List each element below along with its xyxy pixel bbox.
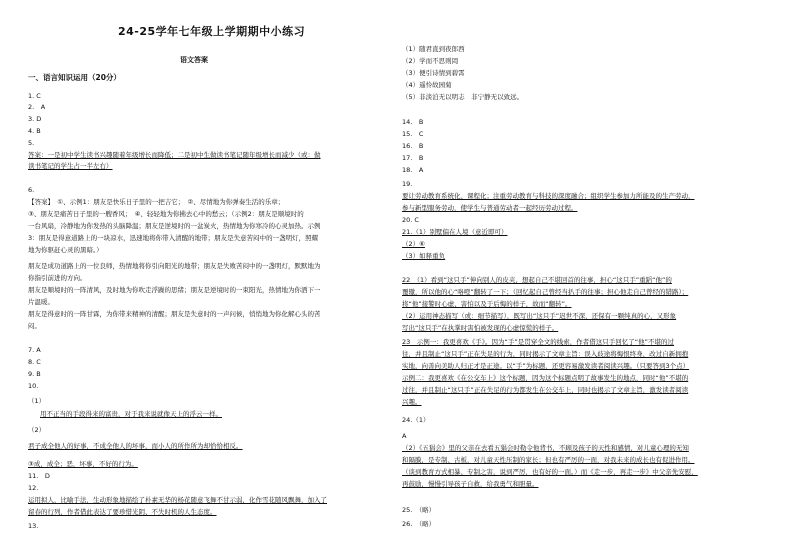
answer-12-label: 12. bbox=[28, 484, 39, 492]
answer-23-line: 往，并且制止“这只手”正在失足的行为，同时揭示了文章主旨：误入歧途将悔恨终身，改过自新拥抱 bbox=[402, 350, 689, 358]
answer-23-line: 过往，并且制止“这只手”正在失足的行为都发生在公交车上，同时也揭示了文章主旨，激发读者阅读 bbox=[402, 386, 689, 394]
answer-19-line: 参与新型服务劳动，使学生与普通劳动者一起经历劳动过程。 bbox=[402, 204, 578, 212]
answer-10-2-text: 君子成全他人的好事，不成全他人的坏事，而小人的所作所为却恰恰相反。 bbox=[28, 442, 243, 450]
answer-6-line: 闷。 bbox=[28, 322, 41, 330]
answer-6-line: 朋友是成功道路上的一位良师，热情地将你引向阳光的地带；朋友是失败苦闷中的一盏明灯，默默地为 bbox=[28, 262, 321, 270]
document-title: 24-25学年七年级上学期期中小练习 bbox=[118, 25, 306, 38]
answer-6-line: 地为你驱赶心灵的黑暗。） bbox=[28, 246, 103, 254]
answer-6-label: 6. bbox=[28, 186, 35, 194]
answer-11: 11. D bbox=[28, 472, 50, 480]
answer-24-1: A bbox=[402, 432, 407, 440]
answer-6-line: 3：朋友是得意道路上的一块凉水，迅速地将你带入清醒的地带；朋友是失意苦闷中的一盏明灯，照耀 bbox=[28, 234, 319, 242]
answer-17: 17. B bbox=[402, 154, 424, 162]
answer-19-line: 要让劳动教育系统化、课程化；注重劳动教育与科技的深度融合；组织学生参加力所能及的生产劳动， bbox=[402, 192, 695, 200]
answer-24-2-line: （2）《五猖会》里的父亲在去看五猖会时勒令他背书，不顾及孩子的天性和感情，对儿童心理的无知 bbox=[402, 444, 689, 452]
answer-6-line: 你指引前进的方向。 bbox=[28, 274, 87, 282]
answer-22-line: （2）运用神态描写（或：细节描写），既写出“这只手”迟世不深，还保有一颗纯真的心，又形象 bbox=[402, 312, 677, 320]
answer-6-line: 片温暖。 bbox=[28, 298, 54, 306]
answer-8: 8. C bbox=[28, 358, 41, 366]
answer-6-line: 朋友是得意时的一阵甘霖，为你带来精神的清醒；朋友是失意时的一声问候，悄悄地为你化解心头的苦 bbox=[28, 310, 321, 318]
answer-21-3: （3）如释重负 bbox=[402, 252, 446, 260]
answer-14: 14. B bbox=[402, 118, 424, 126]
answer-5-line: 答案：一是初中学生读书兴趣随着年级增长而降低；二是初中生做读书笔记随年级增长而减少（或：做 bbox=[28, 151, 321, 159]
answer-12-line: 留春的行列，作者借此表达了要珍惜光阴、不失时机的人生态度。 bbox=[28, 508, 217, 516]
answer-16: 16. B bbox=[402, 142, 424, 150]
right-column bbox=[402, 0, 774, 560]
answer-3: 3. D bbox=[28, 115, 42, 123]
left-column bbox=[28, 0, 384, 560]
answer-15: 15. C bbox=[402, 130, 424, 138]
answer-2: 2. A bbox=[28, 103, 46, 111]
answer-22-line: 将“他”接警时心虚、害怕以及于后悔的样子，故而“翻转”。 bbox=[402, 300, 572, 308]
answer-21-1: 21.（1）别墅偏在人境（意近即可） bbox=[402, 228, 508, 236]
recitation-3: （3）便引诗情到碧霄 bbox=[402, 69, 465, 77]
answer-10-label: 10. bbox=[28, 382, 39, 390]
recitation-4: （4）遥怜故园菊 bbox=[402, 81, 452, 89]
answer-6-line: 一台风扇，冷静地为你发热的头脑降温；朋友是逆境时的一盆炭火，热情地为你寒冷的心灵加热。示例 bbox=[28, 222, 321, 230]
answer-13-label: 13. bbox=[28, 522, 39, 530]
recitation-5: （5）非淡泊无以明志 非宁静无以致远。 bbox=[402, 93, 524, 101]
answer-6-line: 朋友是顺境时的一阵清风，及时地为你吹走浮躁的思绪；朋友是逆境时的一束阳光，热情地为你洒下一 bbox=[28, 286, 321, 294]
answer-5-line: 读书笔记的学生占一半左右） bbox=[28, 162, 113, 170]
answer-4: 4. B bbox=[28, 127, 41, 135]
answer-26: 26. （略） bbox=[402, 520, 436, 528]
answer-7: 7. A bbox=[28, 346, 41, 354]
answer-19-label: 19. bbox=[402, 180, 413, 188]
answer-21-2: （2）⑥ bbox=[402, 240, 425, 248]
answer-23-line: 示例二：我更喜欢《在公交车上》这个标题，因为这个标题点明了故事发生的地点，同时“他”不堪的 bbox=[402, 374, 689, 382]
answer-22-line: 写出“这只手”在执掌时害怕被发现的心虚惊慌的样子。 bbox=[402, 324, 559, 332]
document-subtitle: 语文答案 bbox=[180, 56, 208, 64]
section-heading: 一、语言知识运用（20分） bbox=[28, 73, 121, 82]
answer-22-line: 覆辙，所以他的心“咯噔”翻转了一下；（回忆起自己曾经当扒手的往事；担心他走自己曾经的错路）； bbox=[402, 288, 689, 296]
answer-5-label: 5. bbox=[28, 139, 35, 147]
answer-23-line: 实地，向善向美助人归正才是正途。以“手”为标题，还更容易激发读者阅读兴趣。（只要答到3个点） bbox=[402, 362, 690, 370]
answer-24-2-line: （谈到教育方式相暴、专制之害，说到严厉，也有好的一面。）而《走一步，再走一步》中父亲先安慰， bbox=[402, 468, 698, 476]
answer-10-1-text: 用不正当的手段得来的富贵，对于我来说就像天上的浮云一样。 bbox=[40, 410, 222, 418]
recitation-2: （2）学而不思则罔 bbox=[402, 57, 459, 65]
answer-23-line: 23 示例一：我更喜欢《手》。因为“手”是贯穿全文的线索，作者借这只手回忆了“他”不堪的过 bbox=[402, 338, 674, 346]
answer-6-line: ③、朋友是痛苦日子里的一艘香风； ④、轻轻地为你拂去心中的愁云；（示例2：朋友是顺境时的 bbox=[28, 210, 304, 218]
answer-23-line: 兴趣。 bbox=[402, 398, 422, 406]
answer-1: 1. C bbox=[28, 92, 41, 100]
answer-18: 18. A bbox=[402, 166, 424, 174]
answer-9: 9. B bbox=[28, 370, 41, 378]
answer-24-2-line: 和隔膜，是专制、古板，对儿童天性压制的家长；但也有严厉的一面，对我未来的成长也有促进作用。 bbox=[402, 456, 695, 464]
recitation-1: （1）随君直到夜郎西 bbox=[402, 45, 465, 53]
answer-20: 20. C bbox=[402, 216, 419, 224]
answer-10-3-text: ③成，成全；恶，坏事，不好的行为。 bbox=[28, 460, 138, 468]
answer-12-line: 运用拟人，比喻手法，生动形象地描绘了朴素无华的杨花随意飞舞不甘示弱，化作雪花随风飘舞，加入了 bbox=[28, 496, 327, 504]
answer-25: 25. （略） bbox=[402, 506, 436, 514]
answer-6-line: 【答案】 ①、示例1：朋友是快乐日子里的一把吉它； ②、尽情地为你弹奏生活的乐章； bbox=[28, 198, 285, 206]
answer-24-label: 24.（1） bbox=[402, 416, 430, 424]
answer-10-2-label: （2） bbox=[28, 426, 46, 434]
answer-24-2-line: 再鼓励，慢慢引导孩子自救，给我勇气和胆量。 bbox=[402, 480, 539, 488]
answer-22-line: 22 （1）看到“这只手”伸向别人的皮夹，想起自己不堪回首的往事，担心“这只手”重蹈“他”的 bbox=[402, 276, 672, 284]
answer-10-1-label: （1） bbox=[28, 397, 46, 405]
